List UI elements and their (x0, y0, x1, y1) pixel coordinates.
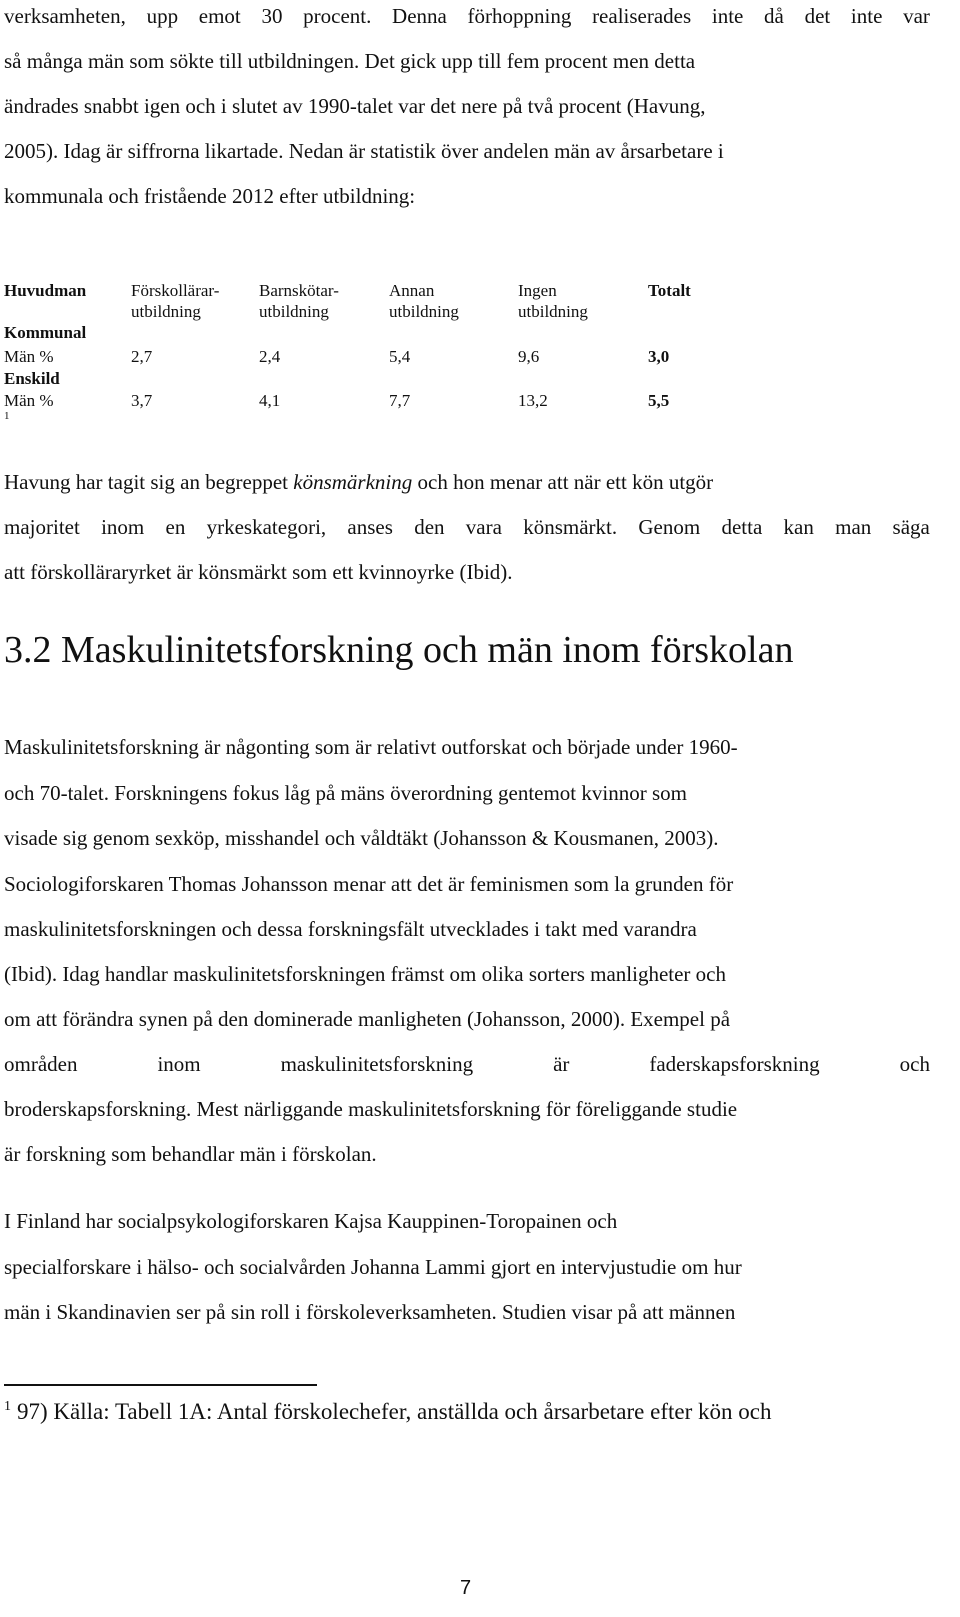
header-huvudman: Huvudman (4, 281, 87, 300)
word: realiserades (592, 4, 692, 28)
word: det (804, 4, 831, 28)
table-cell: 9,6 (518, 347, 540, 366)
table-cell: 2,4 (259, 347, 281, 366)
word: var (903, 4, 930, 28)
word: då (764, 4, 784, 28)
word: emot (198, 4, 241, 28)
header-barnskotar: Barnskötar- utbildning (259, 281, 339, 322)
text-line: visade sig genom sexköp, misshandel och våldtäkt (Johansson & Kousmanen, 2003). (4, 826, 719, 850)
text-line: män i Skandinavien ser på sin roll i förskoleverksamheten. Studien visar på att männen (4, 1300, 736, 1324)
word: vara (465, 515, 502, 539)
footnote-mark: 1 (4, 1399, 11, 1414)
header-forskollarar: Förskollärar- utbildning (131, 281, 220, 322)
text-line: (Ibid). Idag handlar maskulinitetsforskningen främst om olika sorters manligheter och (4, 962, 726, 986)
table-cell: 2,7 (131, 347, 153, 366)
table-footnote-mark: 1 (4, 410, 10, 422)
text-line: specialforskare i hälso- och socialvården Johanna Lammi gjort en intervjustudie om hur (4, 1255, 742, 1279)
text-line: maskulinitetsforskningen och dessa forskningsfält utvecklades i takt med varandra (4, 917, 697, 941)
row-label: Män % (4, 391, 54, 410)
text-line (4, 6, 930, 27)
table-cell: 5,4 (389, 347, 411, 366)
table-cell: 13,2 (518, 391, 548, 410)
table-cell-total: 3,0 (648, 347, 670, 366)
word: områden (4, 1052, 78, 1076)
word: detta (721, 515, 763, 539)
word: könsmärkt. (523, 515, 618, 539)
word: en (165, 515, 186, 539)
word: inom (157, 1052, 201, 1076)
page-number: 7 (460, 1577, 472, 1599)
header-annan: Annan utbildning (389, 281, 459, 322)
word: den (414, 515, 445, 539)
header-totalt: Totalt (648, 281, 691, 300)
table-cell: 7,7 (389, 391, 411, 410)
word: majoritet (4, 515, 80, 539)
row-label: Män % (4, 347, 54, 366)
word: inte (850, 4, 883, 28)
word: och (899, 1052, 930, 1076)
text-line: så många män som sökte till utbildningen. Det gick upp till fem procent men detta (4, 49, 696, 73)
word: kan (783, 515, 814, 539)
word: verksamheten, (4, 4, 126, 28)
section-heading: 3.2 Maskulinitetsforskning och män inom förskolan (4, 629, 794, 671)
text-line: om att förändra synen på den dominerade manligheten (Johansson, 2000). Exempel på (4, 1007, 731, 1031)
footnote: $^1$ 97) Källa: Tabell 1A: Antal förskolechefer, anställda och årsarbetare efter kön och (4, 1399, 772, 1424)
table-cell-total: 5,5 (648, 391, 670, 410)
text-line: att förskolläraryrket är könsmärkt som ett kvinnoyrke (Ibid). (4, 560, 513, 584)
word: maskulinitetsforskning (280, 1052, 474, 1076)
group-label-kommunal: Kommunal (4, 323, 87, 342)
text-line: broderskapsforskning. Mest närliggande maskulinitetsforskning för föreliggande studie (4, 1097, 738, 1121)
text-line: Havung har tagit sig an begreppet könsmärkning och hon menar att när ett kön utgör (4, 470, 714, 494)
word: förhoppning (467, 4, 572, 28)
word: procent. (303, 4, 372, 28)
footnote-separator (4, 1384, 317, 1386)
text-line: kommunala och fristående 2012 efter utbildning: (4, 184, 416, 208)
word: yrkeskategori, (206, 515, 327, 539)
text-line: ändrades snabbt igen och i slutet av 1990-talet var det nere på två procent (Havung, (4, 94, 706, 118)
text-line (4, 1054, 930, 1075)
word: inom (101, 515, 145, 539)
word: är (553, 1052, 570, 1076)
word: upp (146, 4, 179, 28)
word: anses (347, 515, 393, 539)
header-ingen: Ingen utbildning (518, 281, 588, 322)
word: Genom (638, 515, 701, 539)
word: inte (711, 4, 744, 28)
text-line: och 70-talet. Forskningens fokus låg på mäns överordning gentemot kvinnor som (4, 781, 687, 805)
text-line: är forskning som behandlar män i förskolan. (4, 1142, 377, 1166)
text-line: I Finland har socialpsykologiforskaren Kajsa Kauppinen-Toropainen och (4, 1209, 618, 1233)
word: säga (892, 515, 930, 539)
word: 30 (261, 4, 283, 28)
text-line: 2005). Idag är siffrorna likartade. Nedan är statistik över andelen män av årsarbetare i (4, 139, 724, 163)
word: Denna (392, 4, 447, 28)
text-line: Sociologiforskaren Thomas Johansson menar att det är feminismen som la grunden för (4, 872, 734, 896)
group-label-enskild: Enskild (4, 369, 60, 388)
word: man (835, 515, 872, 539)
text-line: Maskulinitetsforskning är någonting som är relativt outforskat och började under 1960- (4, 735, 738, 759)
table-cell: 4,1 (259, 391, 281, 410)
text-line (4, 517, 930, 538)
italic-term: könsmärkning (293, 470, 413, 494)
table-cell: 3,7 (131, 391, 153, 410)
word: faderskapsforskning (649, 1052, 820, 1076)
